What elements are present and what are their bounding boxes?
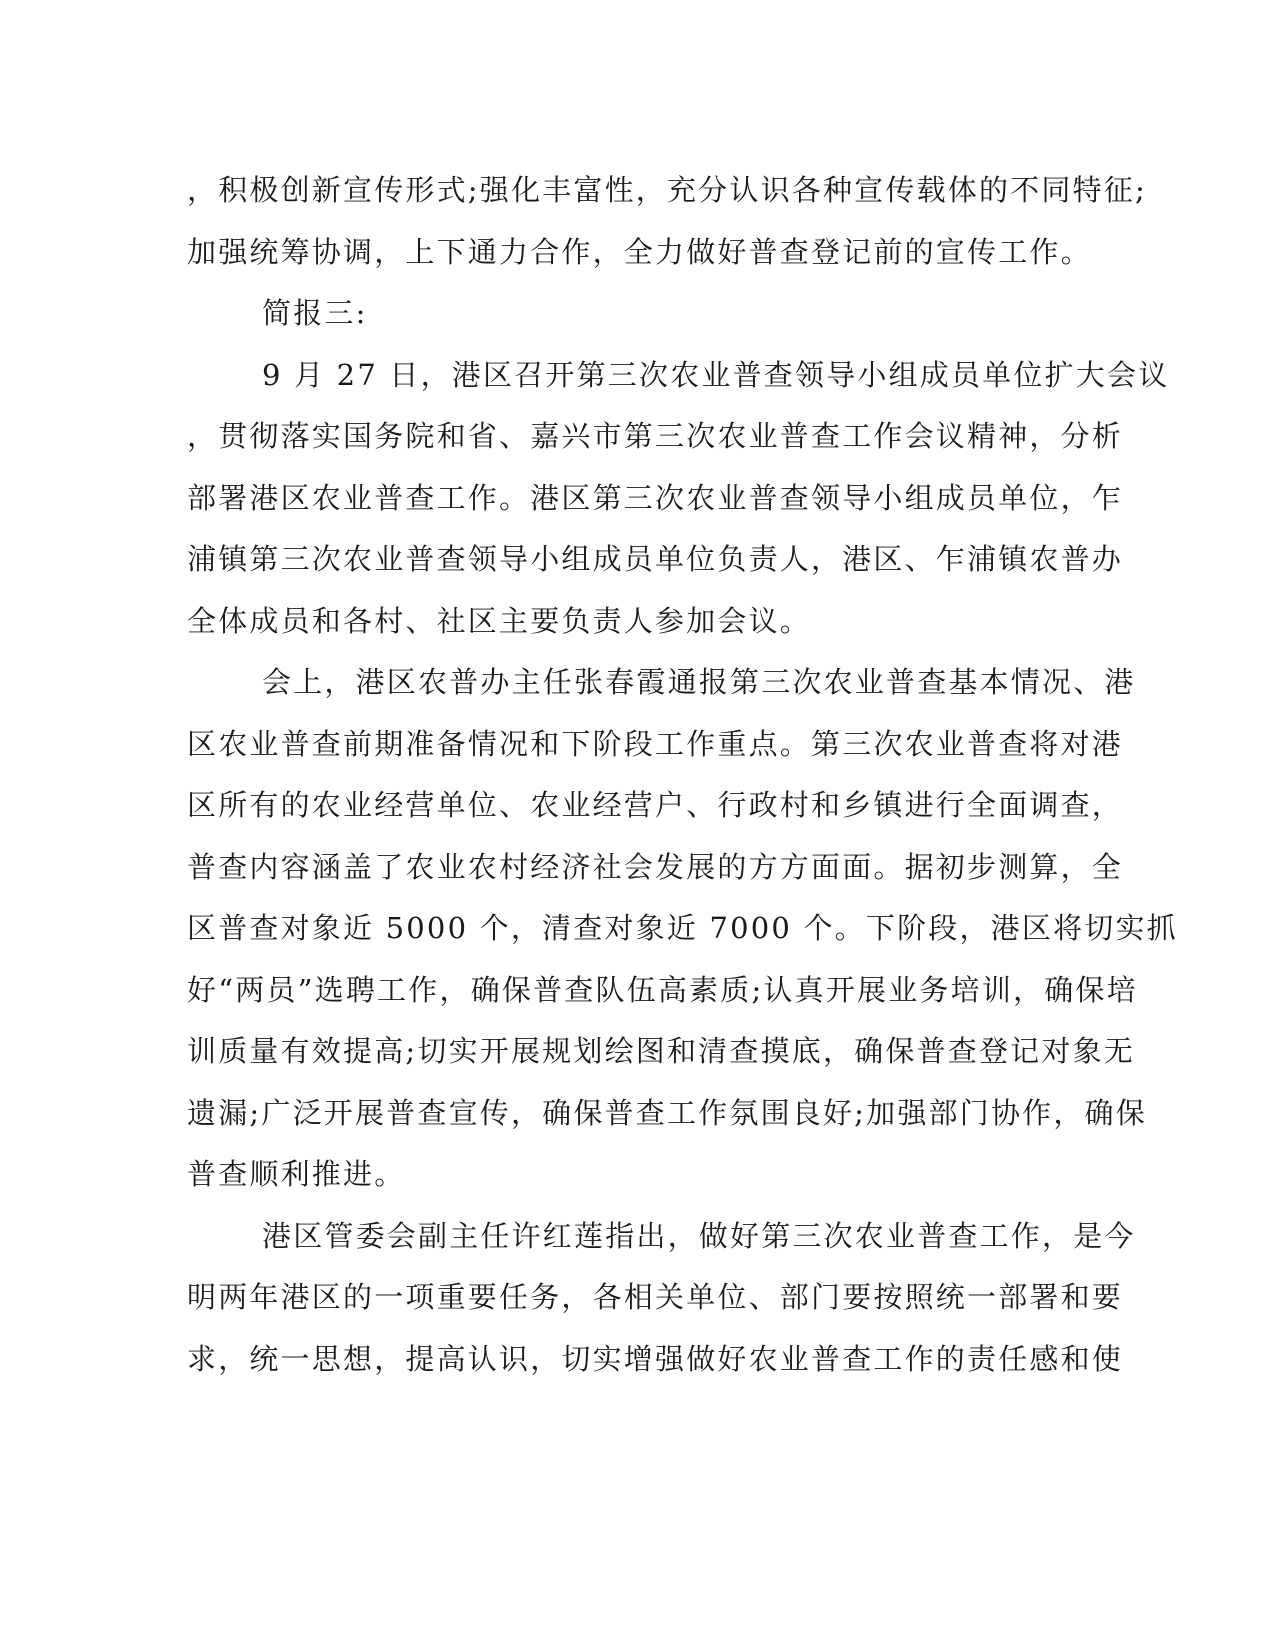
text-line: 浦镇第三次农业普查领导小组成员单位负责人，港区、乍浦镇农普办 xyxy=(187,542,1124,576)
text-line: 区所有的农业经营单位、农业经营户、行政村和乡镇进行全面调查， xyxy=(187,788,1124,822)
text-line: 全体成员和各村、社区主要负责人参加会议。 xyxy=(187,603,812,638)
text-line: 9 月 27 日，港区召开第三次农业普查领导小组成员单位扩大会议 xyxy=(262,357,1170,392)
text-line: 普查内容涵盖了农业农村经济社会发展的方方面面。据初步测算，全 xyxy=(187,849,1124,884)
text-line: ，积极创新宣传形式;强化丰富性，充分认识各种宣传载体的不同特征; xyxy=(187,173,1147,207)
text-line: 区普查对象近 5000 个，清查对象近 7000 个。下阶段，港区将切实抓 xyxy=(187,911,1178,945)
text-line: 港区管委会副主任许红莲指出，做好第三次农业普查工作，是今 xyxy=(262,1218,1136,1253)
text-line: 会上，港区农普办主任张春霞通报第三次农业普查基本情况、港 xyxy=(262,665,1136,699)
text-line: 求，统一思想，提高认识，切实增强做好农业普查工作的责任感和使 xyxy=(187,1341,1124,1376)
text-line: 好“两员”选聘工作，确保普查队伍高素质;认真开展业务培训，确保培 xyxy=(187,972,1138,1007)
text-line: 明两年港区的一项重要任务，各相关单位、部门要按照统一部署和要 xyxy=(187,1280,1124,1314)
text-line: ，贯彻落实国务院和省、嘉兴市第三次农业普查工作会议精神，分析 xyxy=(187,419,1124,453)
text-line: 部署港区农业普查工作。港区第三次农业普查领导小组成员单位，乍 xyxy=(187,480,1124,515)
text-line: 遗漏;广泛开展普查宣传，确保普查工作氛围良好;加强部门协作，确保 xyxy=(187,1095,1147,1130)
text-line: 加强统筹协调，上下通力合作，全力做好普查登记前的宣传工作。 xyxy=(187,234,1092,269)
text-line: 区农业普查前期准备情况和下阶段工作重点。第三次农业普查将对港 xyxy=(187,726,1124,761)
document-body xyxy=(187,160,1178,1390)
section-heading: 简报三: xyxy=(262,296,368,330)
text-line: 训质量有效提高;切实开展规划绘图和清查摸底，确保普查登记对象无 xyxy=(187,1034,1135,1068)
text-line: 普查顺利推进。 xyxy=(187,1157,406,1191)
